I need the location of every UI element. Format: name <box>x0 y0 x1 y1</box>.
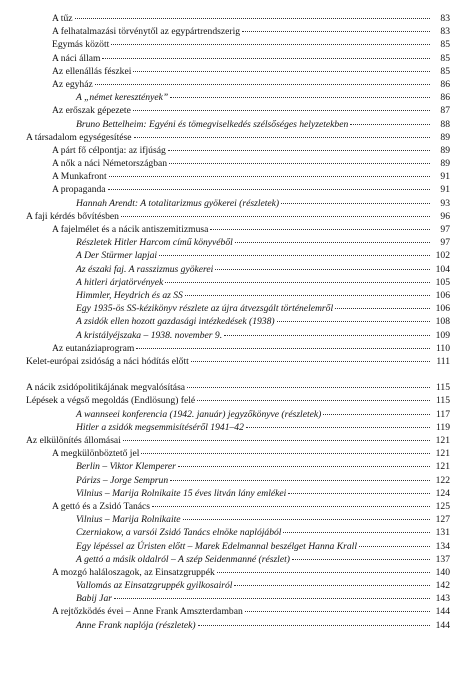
toc-entry <box>26 421 450 434</box>
dot-leader <box>108 189 430 190</box>
toc-entry <box>26 434 450 447</box>
dot-leader <box>75 18 430 19</box>
dot-leader <box>178 466 430 467</box>
toc-entry-title: Lépések a végső megoldás (Endlösung) felé <box>26 395 196 407</box>
toc-entry-title: A nácik zsidópolitikájának megvalósítása <box>26 382 186 394</box>
dot-leader <box>136 348 430 349</box>
toc-entry-title: A párt fő célpontja: az ifjúság <box>52 144 166 156</box>
dot-leader <box>197 400 430 401</box>
toc-entry-title: A tűz <box>52 13 73 24</box>
toc-entry-page-number: 96 <box>440 210 450 222</box>
toc-entry-page-number: 83 <box>440 13 450 24</box>
toc-entry <box>26 619 450 632</box>
dot-leader <box>95 84 430 85</box>
toc-entry <box>26 170 450 183</box>
toc-entry-title: A felhatalmazási törvénytől az egypártrendszerig <box>52 26 241 38</box>
dot-leader <box>245 611 430 612</box>
toc-entry-title: A kristályéjszaka – 1938. november 9. <box>76 329 223 341</box>
toc-entry <box>26 605 450 618</box>
toc-entry <box>26 540 450 553</box>
toc-entry-title: Egy 1935-ös SS-kézikönyv részlete az újra átvezsgált történelemről <box>76 303 334 315</box>
toc-entry <box>26 474 450 487</box>
toc-entry-title: Az eutanáziaprogram <box>52 342 135 354</box>
toc-entry-page-number: 144 <box>435 606 450 618</box>
dot-leader <box>350 124 430 125</box>
toc-entry-page-number: 86 <box>440 78 450 90</box>
toc-entry-page-number: 83 <box>440 26 450 38</box>
toc-entry-title: Párizs – Jorge Semprun <box>76 474 169 486</box>
toc-entry-page-number: 134 <box>435 540 450 552</box>
toc-entry-page-number: 102 <box>435 250 450 262</box>
toc-entry-page-number: 109 <box>435 329 450 341</box>
toc-entry <box>26 210 450 223</box>
toc-entry <box>26 500 450 513</box>
toc-entry-page-number: 91 <box>440 184 450 196</box>
toc-entry-title: Himmler, Heydrich és az SS <box>76 289 183 301</box>
toc-entry <box>26 447 450 460</box>
toc-entry-page-number: 119 <box>435 421 450 433</box>
toc-entry <box>26 355 450 368</box>
toc-entry-title: A náci állam <box>52 52 101 64</box>
dot-leader <box>185 295 430 296</box>
toc-entry-page-number: 108 <box>435 316 450 328</box>
toc-entry-title: Az elkülönítés állomásai <box>26 435 121 446</box>
dot-leader <box>210 229 430 230</box>
toc-entry-page-number: 85 <box>440 52 450 64</box>
toc-entry <box>26 144 450 157</box>
dot-leader <box>187 387 430 388</box>
toc-entry <box>26 12 450 25</box>
toc-entry-title: A Munkafront <box>52 171 107 183</box>
toc-entry <box>26 263 450 276</box>
toc-entry-page-number: 89 <box>440 158 450 170</box>
toc-entry-page-number: 106 <box>435 303 450 315</box>
toc-entry-title: Az egyház <box>52 78 93 90</box>
toc-entry <box>26 592 450 605</box>
toc-entry <box>26 276 450 289</box>
dot-leader <box>134 137 431 138</box>
dot-leader <box>169 163 430 164</box>
toc-entry-title: A rejtőzködés évei – Anne Frank Amszterdamban <box>52 606 243 618</box>
toc-entry-title: A hitleri árjatörvények <box>76 276 164 288</box>
toc-entry-title: Részletek Hitler Harcom című könyvéből <box>76 237 233 249</box>
toc-entry <box>26 329 450 342</box>
toc-entry-page-number: 117 <box>435 408 450 420</box>
toc-entry-title: A fajelmélet és a nácik antiszemitizmusa <box>52 224 209 235</box>
toc-entry <box>26 52 450 65</box>
dot-leader <box>191 361 430 362</box>
toc-entry <box>26 236 450 249</box>
toc-entry <box>26 460 450 473</box>
toc-entry-page-number: 88 <box>440 118 450 130</box>
dot-leader <box>121 216 430 217</box>
dot-leader <box>198 625 430 626</box>
toc-entry <box>26 487 450 500</box>
toc-entry-title: Anne Frank naplója (részletek) <box>76 619 196 631</box>
toc-entry <box>26 78 450 91</box>
dot-leader <box>215 269 430 270</box>
toc-entry <box>26 104 450 117</box>
toc-entry-title: A gettó és a Zsidó Tanács <box>52 500 150 512</box>
toc-entry <box>26 553 450 566</box>
toc-entry-page-number: 125 <box>435 500 450 512</box>
toc-entry-title: A nők a náci Németországban <box>52 158 168 170</box>
toc-entry-page-number: 121 <box>435 435 450 446</box>
toc-entry-page-number: 137 <box>435 553 450 565</box>
toc-entry-page-number: 111 <box>436 355 450 367</box>
toc-entry-title: Kelet-európai zsidóság a náci hódítás előtt <box>26 355 189 367</box>
toc-entry-page-number: 144 <box>435 619 450 631</box>
toc-entry <box>26 513 450 526</box>
toc-entry-page-number: 142 <box>435 580 450 592</box>
toc-entry-page-number: 106 <box>435 289 450 301</box>
dot-leader <box>183 519 430 520</box>
dot-leader <box>170 97 430 98</box>
toc-entry-page-number: 85 <box>440 39 450 51</box>
toc-entry-page-number: 124 <box>435 487 450 499</box>
toc-entry <box>26 38 450 51</box>
toc-entry-page-number: 97 <box>440 237 450 249</box>
toc-entry-page-number: 115 <box>435 395 450 407</box>
dot-leader <box>102 58 430 59</box>
toc-entry <box>26 315 450 328</box>
toc-entry <box>26 223 450 236</box>
dot-leader <box>217 572 430 573</box>
dot-leader <box>114 598 430 599</box>
toc-entry <box>26 157 450 170</box>
dot-leader <box>133 71 430 72</box>
toc-entry <box>26 118 450 131</box>
toc-entry-title: Vallomás az Einsatzgruppék gyilkosairól <box>76 580 233 592</box>
toc-entry-title: Berlin – Viktor Klemperer <box>76 461 176 473</box>
toc-entry-page-number: 131 <box>435 527 450 539</box>
toc-entry <box>26 408 450 421</box>
toc-entry <box>26 342 450 355</box>
toc-entry-page-number: 87 <box>440 105 450 117</box>
toc-entry-title: A gettó a másik oldalról – A szép Seidenmanné (részlet) <box>76 553 290 565</box>
toc-entry-title: Az ellenállás fészkei <box>52 65 132 77</box>
toc-entry-page-number: 85 <box>440 65 450 77</box>
toc-entry <box>26 131 450 144</box>
toc-entry <box>26 197 450 210</box>
toc-entry <box>26 25 450 38</box>
toc-entry-page-number: 122 <box>435 474 450 486</box>
toc-entry-page-number: 93 <box>440 197 450 209</box>
dot-leader <box>234 585 430 586</box>
dot-leader <box>277 321 430 322</box>
toc-entry-title: A társadalom egységesítése <box>26 131 132 143</box>
toc-entry <box>26 65 450 78</box>
toc-entry-page-number: 104 <box>435 263 450 275</box>
toc-entry <box>26 579 450 592</box>
toc-entry-page-number: 91 <box>440 171 450 183</box>
toc-entry <box>26 566 450 579</box>
dot-leader <box>292 559 430 560</box>
toc-entry-title: Egymás között <box>52 39 110 51</box>
toc-entry-page-number: 121 <box>435 448 450 460</box>
dot-leader <box>242 31 430 32</box>
dot-leader <box>281 203 430 204</box>
toc-entry-title: A megkülönböztető jel <box>52 448 140 460</box>
toc-entry-title: A Der Stürmer lapjai <box>76 250 158 262</box>
toc-entry-page-number: 110 <box>435 342 450 354</box>
toc-entry-title: A faji kérdés bővítésben <box>26 210 119 222</box>
toc-entry <box>26 526 450 539</box>
toc-entry-page-number: 86 <box>440 92 450 104</box>
toc-entry-page-number: 143 <box>435 593 450 605</box>
toc-entry-title: Az erőszak gépezete <box>52 105 131 117</box>
toc-entry-title: A „német keresztények” <box>76 92 169 104</box>
toc-entry-page-number: 97 <box>440 224 450 235</box>
toc-entry-title: A wannseei konferencia (1942. január) jegyzőkönyve (részletek) <box>76 408 322 420</box>
toc-entry-title: Egy lépéssel az Úristen előtt – Marek Edelmannal beszélget Hanna Krall <box>76 540 358 552</box>
dot-leader <box>109 176 430 177</box>
toc-entry-title: Vilnius – Marija Rolnikaite 15 éves litván lány emlékei <box>76 487 287 499</box>
dot-leader <box>111 44 430 45</box>
toc-entry-title: A zsidók ellen hozott gazdasági intézkedések (1938) <box>76 316 275 328</box>
toc-entry-page-number: 127 <box>435 514 450 526</box>
toc-entry-page-number: 89 <box>440 131 450 143</box>
dot-leader <box>165 282 430 283</box>
dot-leader <box>359 546 430 547</box>
dot-leader <box>133 110 430 111</box>
toc-entry <box>26 289 450 302</box>
toc-entry-page-number: 89 <box>440 144 450 156</box>
dot-leader <box>323 414 430 415</box>
dot-leader <box>335 308 430 309</box>
toc-entry <box>26 91 450 104</box>
toc-entry-title: Az északi faj. A rasszizmus gyökerei <box>76 263 214 275</box>
table-of-contents <box>26 12 450 632</box>
toc-entry-page-number: 105 <box>435 276 450 288</box>
dot-leader <box>246 427 430 428</box>
dot-leader <box>235 242 430 243</box>
dot-leader <box>168 150 430 151</box>
dot-leader <box>123 440 430 441</box>
dot-leader <box>224 335 430 336</box>
toc-entry-title: A mozgó haláloszagok, az Einsatzgruppék <box>52 566 215 578</box>
dot-leader <box>288 493 430 494</box>
toc-entry <box>26 302 450 315</box>
toc-entry-title: Hannah Arendt: A totalitarizmus gyökerei (részletek) <box>76 197 280 209</box>
toc-entry-page-number: 140 <box>435 566 450 578</box>
toc-entry <box>26 183 450 196</box>
toc-entry-page-number: 121 <box>435 461 450 473</box>
toc-entry-title: Vilnius – Marija Rolnikaite <box>76 514 181 526</box>
dot-leader <box>141 453 430 454</box>
toc-entry-title: Hitler a zsidók megsemmisítéséről 1941–42 <box>76 421 244 433</box>
dot-leader <box>170 480 430 481</box>
toc-entry-title: Czerniakow, a varsói Zsidó Tanács elnöke naplójából <box>76 527 282 539</box>
dot-leader <box>159 255 430 256</box>
toc-entry <box>26 381 450 394</box>
toc-entry-title: A propaganda <box>52 184 106 196</box>
dot-leader <box>283 532 430 533</box>
dot-leader <box>152 506 430 507</box>
toc-entry <box>26 249 450 262</box>
toc-entry-page-number: 115 <box>435 382 450 394</box>
toc-entry-title: Bruno Bettelheim: Egyéni és tömegviselkedés szélsőséges helyzetekben <box>76 118 349 130</box>
toc-entry-title: Babij Jar <box>76 593 112 605</box>
toc-entry <box>26 394 450 407</box>
